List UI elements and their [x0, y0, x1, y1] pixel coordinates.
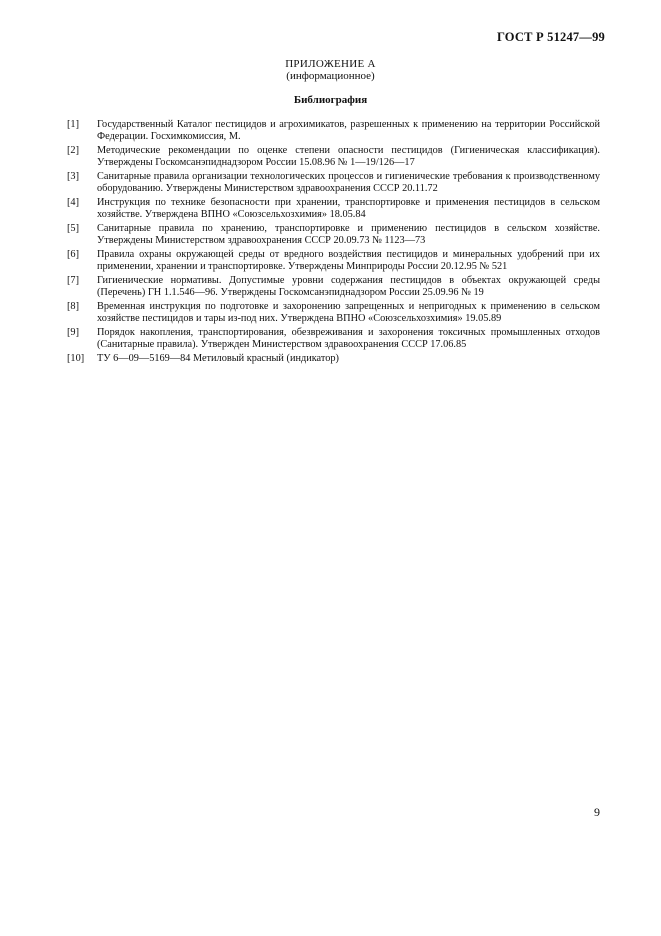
bibliography-item — [67, 171, 600, 195]
bibliography-item — [67, 223, 600, 247]
bibliography-item-text: Методические рекомендации по оценке степени опасности пестицидов (Гигиеническая классификация). Утверждены Госкомсанэпиднадзором России 15.08.96 № 1—19/126—17 — [97, 144, 600, 168]
bibliography-item-number: [4] — [67, 196, 80, 208]
bibliography-item — [67, 327, 600, 351]
bibliography-item-text: Санитарные правила организации технологических процессов и гигиенические требования к производственному оборудованию. Утверждены Министерством здравоохранения СССР 20.11.72 — [97, 170, 600, 194]
bibliography-item-text: Порядок накопления, транспортирования, обезвреживания и захоронения токсичных промышленных отходов (Санитарные правила). Утвержден Министерством здравоохранения СССР 17.06.85 — [97, 326, 600, 350]
page-number: 9 — [594, 805, 600, 819]
bibliography-item-text: Временная инструкция по подготовке и захоронению запрещенных и непригодных к применению в сельском хозяйстве пестицидов и тары из-под них. Утверждена ВПНО «Союзсельхозхимия» 19.05.89 — [97, 300, 600, 324]
bibliography-item-number: [1] — [67, 119, 80, 130]
appendix-title: ПРИЛОЖЕНИЕ А — [285, 58, 376, 70]
bibliography-item-text: Санитарные правила по хранению, транспортировке и применению пестицидов в сельском хозяйстве. Утверждены Министерством здравоохранения СССР 20.09.73 № 1123—73 — [97, 222, 600, 246]
bibliography-item-number: [9] — [67, 326, 80, 338]
bibliography-item-text: Государственный Каталог пестицидов и агрохимикатов, разрешенных к применению на территории Российской Федерации. Госхимкомиссия, М. — [97, 119, 600, 142]
appendix-subtitle: (информационное) — [286, 70, 375, 82]
appendix-header — [0, 58, 661, 82]
bibliography-item — [67, 197, 600, 221]
bibliography-item-number: [10] — [67, 352, 85, 364]
document-code: ГОСТ Р 51247—99 — [496, 30, 605, 44]
bibliography-item — [67, 301, 600, 325]
bibliography-item-text: Правила охраны окружающей среды от вредного воздействия пестицидов и минеральных удобрений при их применении, хранении и транспортировке. Утверждены Минприроды России 20.12.95 № 521 — [97, 248, 600, 272]
bibliography-item — [67, 249, 600, 273]
bibliography-heading: Библиография — [293, 94, 368, 106]
bibliography-item — [67, 119, 600, 143]
bibliography-item-number: [7] — [67, 274, 80, 286]
bibliography-item-number: [8] — [67, 300, 80, 312]
bibliography-item-number: [3] — [67, 170, 80, 182]
bibliography-item — [67, 145, 600, 169]
bibliography-item-number: [2] — [67, 144, 80, 156]
bibliography-item-text: Гигиенические нормативы. Допустимые уровни содержания пестицидов в объектах окружающей среды (Перечень) ГН 1.1.546—96. Утверждены Госкомсанэпиднадзором России 25.09.96 № 19 — [97, 274, 600, 298]
bibliography-item-number: [5] — [67, 222, 80, 234]
bibliography-item — [67, 275, 600, 299]
bibliography-item-number: [6] — [67, 248, 80, 260]
bibliography-item-text: Инструкция по технике безопасности при хранении, транспортировке и применения пестицидов в сельском хозяйстве. Утверждена ВПНО «Союзсельхозхимия» 18.05.84 — [97, 196, 600, 220]
bibliography-item — [67, 353, 600, 365]
bibliography-list — [67, 119, 600, 367]
bibliography-item-text: ТУ 6—09—5169—84 Метиловый красный (индикатор) — [97, 352, 339, 364]
